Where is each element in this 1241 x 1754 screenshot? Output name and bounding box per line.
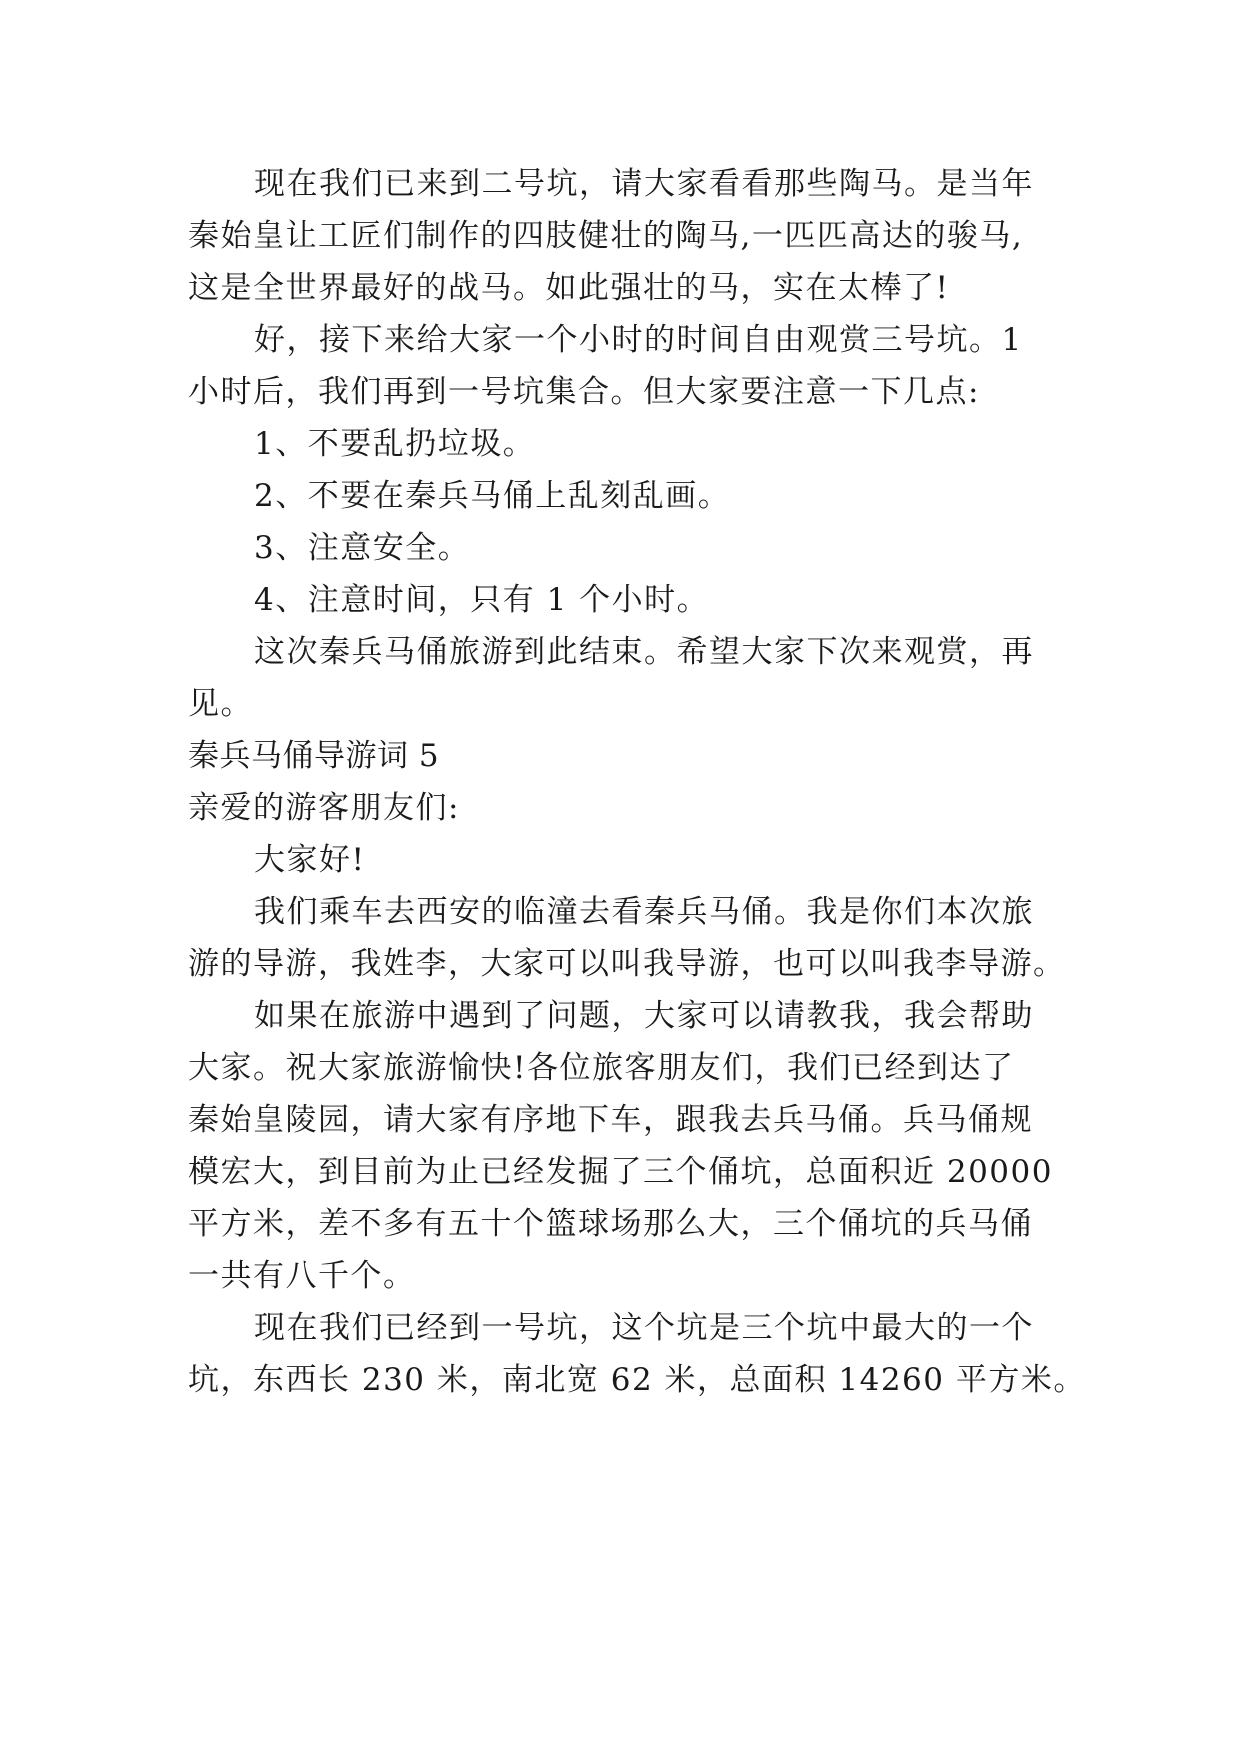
text-line: 好，接下来给大家一个小时的时间自由观赏三号坑。1 [254, 322, 1023, 358]
section-heading: 秦兵马俑导游词 5 [188, 738, 440, 774]
salutation: 亲爱的游客朋友们: [188, 790, 460, 826]
text-line: 秦始皇让工匠们制作的四肢健壮的陶马,一匹匹高达的骏马, [188, 218, 1024, 254]
text-line: 见。 [188, 686, 253, 722]
list-item: 4、注意时间，只有 1 个小时。 [254, 582, 710, 618]
list-item: 3、注意安全。 [254, 530, 471, 566]
text-line: 一共有八千个。 [188, 1258, 416, 1294]
text-line: 平方米，差不多有五十个篮球场那么大，三个俑坑的兵马俑 [188, 1206, 1033, 1242]
text-line: 如果在旅游中遇到了问题，大家可以请教我，我会帮助 [254, 998, 1034, 1034]
text-line: 现在我们已经到一号坑，这个坑是三个坑中最大的一个 [254, 1310, 1034, 1346]
list-item: 2、不要在秦兵马俑上乱刻乱画。 [254, 478, 731, 514]
text-line: 秦始皇陵园，请大家有序地下车，跟我去兵马俑。兵马俑规 [188, 1102, 1033, 1138]
text-line: 坑，东西长 230 米，南北宽 62 米，总面积 14260 平方米。 [188, 1362, 1086, 1398]
text-line: 这次秦兵马俑旅游到此结束。希望大家下次来观赏，再 [254, 634, 1034, 670]
text-line: 模宏大，到目前为止已经发掘了三个俑坑，总面积近 20000 [188, 1154, 1053, 1190]
list-item: 1、不要乱扔垃圾。 [254, 426, 536, 462]
text-line: 我们乘车去西安的临潼去看秦兵马俑。我是你们本次旅 [254, 894, 1034, 930]
text-line: 游的导游，我姓李，大家可以叫我导游，也可以叫我李导游。 [188, 946, 1066, 982]
text-line: 这是全世界最好的战马。如此强壮的马，实在太棒了! [188, 270, 950, 306]
greeting: 大家好! [254, 842, 366, 878]
text-line: 大家。祝大家旅游愉快!各位旅客朋友们，我们已经到达了 [188, 1050, 1015, 1086]
text-line: 现在我们已来到二号坑，请大家看看那些陶马。是当年 [254, 166, 1034, 202]
text-line: 小时后，我们再到一号坑集合。但大家要注意一下几点: [188, 374, 980, 410]
